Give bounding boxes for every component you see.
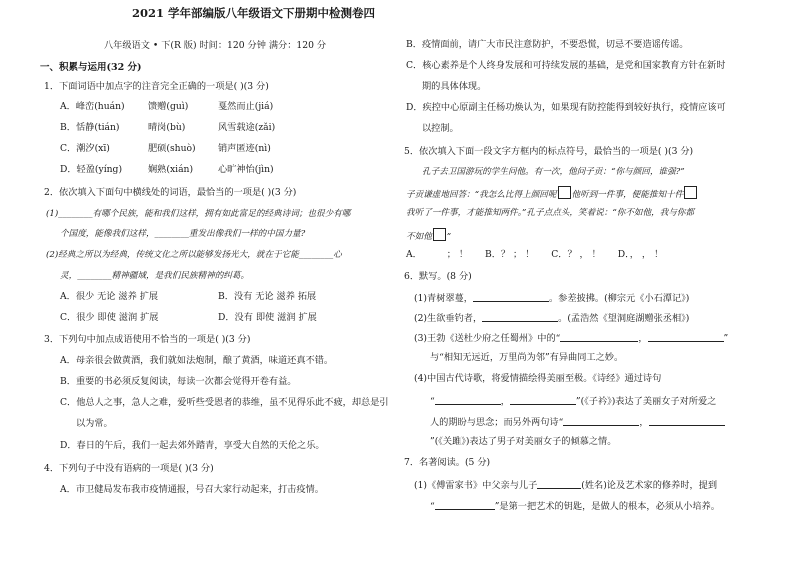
- q2-option: A．很少 无论 滋养 扩展: [60, 291, 159, 302]
- q5-passage: 不如他 ”: [406, 228, 451, 243]
- section-heading: 一、积累与运用(32 分): [40, 62, 142, 73]
- q4-option-c: C．核心素养是个人终身发展和可持续发展的基础，是党和国家教育方针在新时: [406, 60, 726, 71]
- q1-option: 肥硕(shuò): [148, 143, 196, 154]
- q5-passage: 我听了一件事，才能推知两件。”孔子点点头，笑着说：“你不如他，我与你都: [406, 208, 695, 218]
- q5-stem: 5．依次填入下面一段文字方框内的标点符号，最恰当的一项是( )(3 分): [404, 146, 694, 157]
- q5-options: [406, 249, 663, 261]
- q2-option: C．很少 即使 滋润 扩展: [60, 312, 159, 323]
- q4-option-a: A．市卫健局发布我市疫情通报，号召大家行动起来，打击疫情。: [60, 484, 324, 495]
- q5-passage: 孔子去卫国游玩的学生问他。有一次，他问子贡：“你与颜回，谁强?”: [422, 167, 685, 177]
- q5-passage: [406, 186, 698, 201]
- q1-option: C．潮汐(xī): [60, 143, 110, 154]
- q1-stem: 1．下面词语中加点字的注音完全正确的一项是( )(3 分): [44, 81, 269, 92]
- q6-line-7: ”(《关雎》)表达了男子对美丽女子的倾慕之情。: [430, 436, 617, 447]
- q1-option: 晴岗(bù): [148, 122, 186, 133]
- q6-line-3-cont: 与“相知无远近，万里尚为邻”有异曲同工之妙。: [430, 352, 624, 363]
- q4-option-d: D．疾控中心原副主任杨功焕认为，如果现有防控能得到较好执行，疫情应该可: [406, 102, 726, 113]
- q6-line-6: 人的期盼与思念；而另外两句诗“ ，: [430, 415, 725, 429]
- q4-stem: 4．下列句子中没有语病的一项是( )(3 分): [44, 463, 214, 474]
- answer-blank[interactable]: [560, 331, 638, 342]
- q1-option: 销声匿迹(nì): [218, 143, 271, 154]
- q4-option-c-cont: 期的具体体现。: [422, 81, 487, 92]
- q2-option: D．没有 即使 滋润 扩展: [218, 312, 317, 323]
- exam-subtitle: 八年级语文 • 下(R 版) 时间：120 分钟 满分：120 分: [104, 40, 327, 51]
- q6-line-2: (2)生欲垂钓者， 。(孟浩然《望洞庭湖赠张丞相》): [414, 313, 690, 324]
- q2-passage: 灵，________精神疆域，是我们民族精神的纠葛。: [60, 271, 250, 281]
- q2-passage: 个国度，能像我们这样，________重发出像我们一样的中国力量?: [60, 229, 306, 239]
- q2-option: B．没有 无论 滋养 拓展: [218, 291, 317, 302]
- q5-option-a: A．: [406, 249, 422, 260]
- q3-option-d: D．春日的午后，我们一起去郊外踏青，享受大自然的天伦之乐。: [60, 440, 325, 451]
- q3-option-a: A．母亲很会做黄酒，我们就如法炮制，酿了黄酒，味道还真不错。: [60, 355, 334, 366]
- q7-stem: 7．名著阅读。(5 分): [404, 457, 491, 468]
- q3-stem: 3．下列句中加点成语使用不恰当的一项是( )(3 分): [44, 334, 251, 345]
- q5-option-b: B．？ ； ！: [484, 249, 535, 260]
- q6-stem: 6．默写。(8 分): [404, 271, 472, 282]
- q7-line-2: “ ”是第一把艺术的钥匙，是做人的根本，必须从小培养。: [430, 501, 720, 512]
- q6-line-3: (3)王勃《送杜少府之任蜀州》中的“ ， ”: [414, 333, 729, 344]
- answer-blank[interactable]: [648, 331, 724, 342]
- q1-option: 娴熟(xián): [148, 164, 194, 175]
- q5-passage-text: 他听到一件事，便能推知十件: [571, 190, 684, 200]
- q3-option-b: B．重要的书必须反复阅读，每读一次都会觉得开卷有益。: [60, 376, 297, 387]
- q6-line-1: (1)青树翠蔓， 。参差披拂。(柳宗元《小石潭记》): [414, 293, 690, 304]
- q5-option-a-marks: ； ！: [446, 249, 469, 260]
- q5-passage-text: 不如他: [406, 232, 432, 242]
- q5-passage-text: 子贡谦虚地回答：“我怎么比得上颜回呢: [406, 190, 557, 200]
- q3-option-c-cont: 以为常。: [76, 418, 113, 429]
- q2-passage: (1)________有哪个民族，能和我们这样，拥有如此富足的经典诗词；也很少有哪: [46, 209, 351, 219]
- answer-blank[interactable]: [482, 311, 558, 322]
- q4-option-d-cont: 以控制。: [422, 123, 459, 134]
- answer-blank[interactable]: [435, 499, 495, 510]
- answer-blank[interactable]: [435, 394, 501, 405]
- punctuation-box[interactable]: [558, 186, 571, 199]
- q3-option-c: C．他总人之事，急人之难，爱听些受恩者的恭维，虽不见得乐此不疲，却总是引: [60, 397, 389, 408]
- q1-option: D．轻盈(yíng): [60, 164, 123, 175]
- answer-blank[interactable]: [537, 478, 581, 489]
- q7-line-1: (1)《傅雷家书》中父亲与儿子 (姓名)论及艺术家的修养时，提到: [414, 480, 718, 491]
- q1-option: 馈赠(guì): [148, 101, 189, 112]
- q6-line-5: “ ， ”(《子衿》)表达了美丽女子对所爱之: [430, 396, 717, 407]
- q1-option: 心旷神怡(jìn): [218, 164, 274, 175]
- q4-option-b: B．疫情面前，请广大市民注意防护，不要恐慌，切忌不要造谣传谣。: [406, 39, 689, 50]
- answer-blank[interactable]: [563, 415, 639, 426]
- q1-option: 风雪载途(zǎi): [218, 122, 276, 133]
- answer-blank[interactable]: [649, 415, 725, 426]
- q1-option: A．峰峦(huán): [60, 101, 125, 112]
- q1-option: 戛然而止(jiá): [218, 101, 274, 112]
- q5-option-c: C．？ ， ！: [551, 249, 601, 260]
- punctuation-box[interactable]: [684, 186, 697, 199]
- q6-line-4: (4)中国古代诗歌，将爱情描绘得美丽至极。《诗经》通过诗句: [414, 373, 662, 384]
- q2-stem: 2．依次填入下面句中横线处的词语，最恰当的一项是( )(3 分): [44, 187, 297, 198]
- answer-blank[interactable]: [510, 394, 576, 405]
- q1-option: B．恬静(tián): [60, 122, 120, 133]
- q2-passage: (2)经典之所以为经典，传统文化之所以能够发扬光大，就在于它能________心: [46, 250, 342, 260]
- punctuation-box[interactable]: [433, 228, 446, 241]
- q5-option-d: D．， ， ！: [617, 249, 664, 260]
- exam-title: 2021 学年部编版八年级语文下册期中检测卷四: [132, 6, 376, 20]
- answer-blank[interactable]: [473, 291, 549, 302]
